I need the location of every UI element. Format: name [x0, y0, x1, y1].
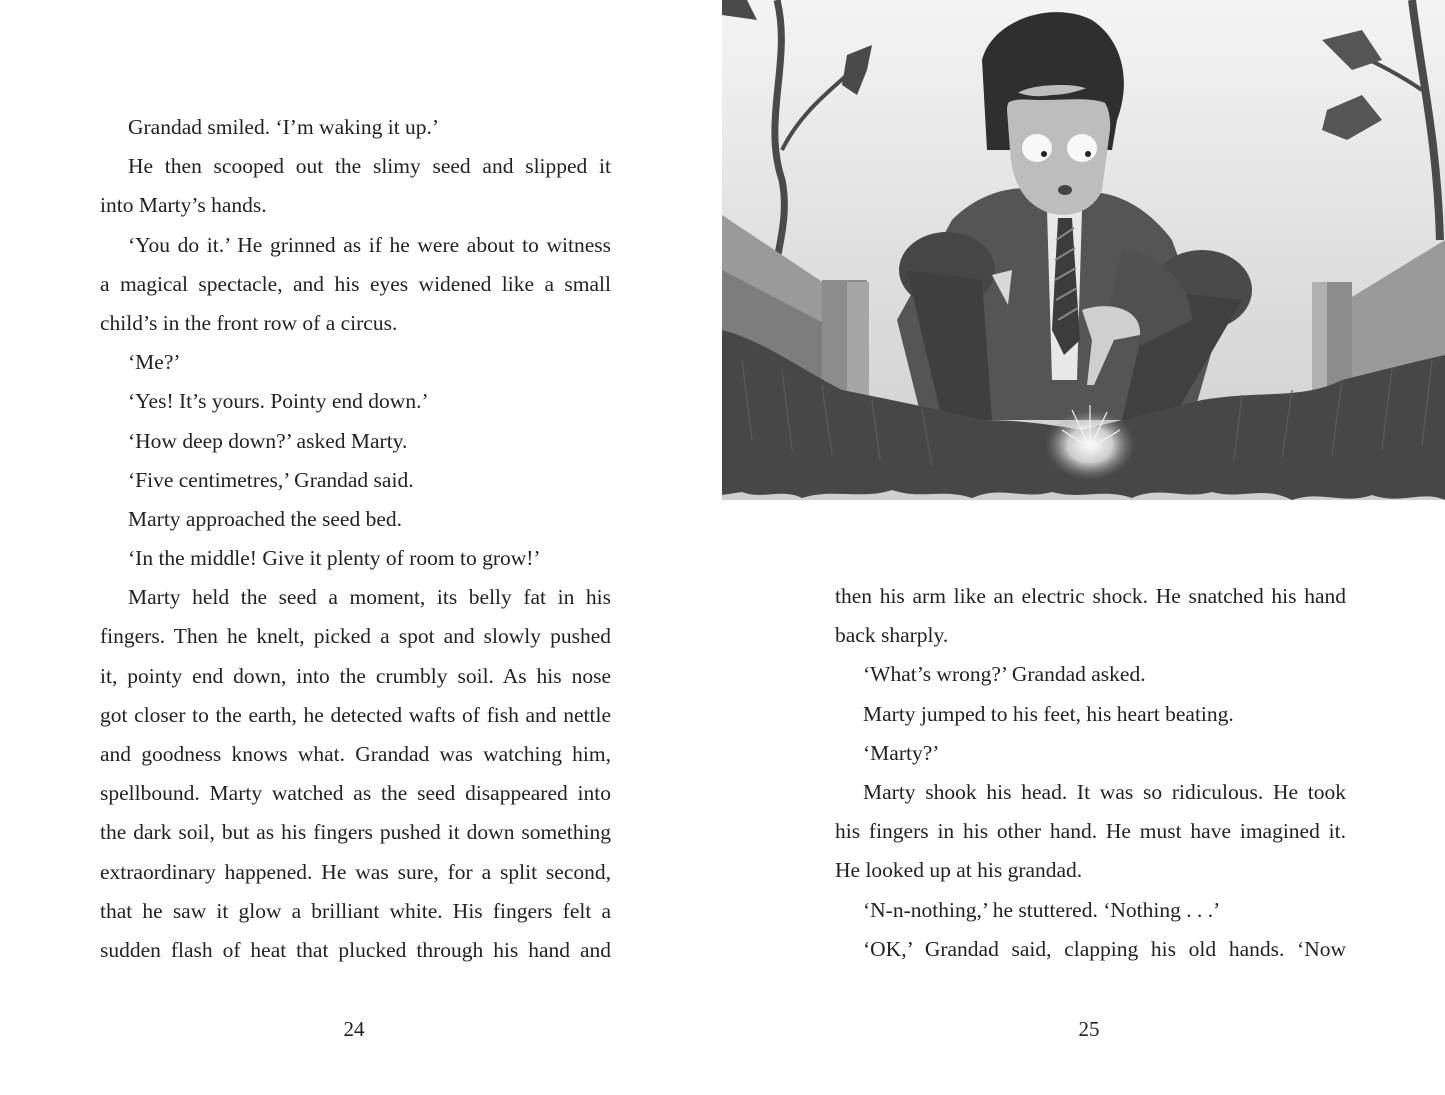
text-line: ‘Marty?’ — [863, 740, 940, 765]
text-line: He looked up at his grandad. — [835, 858, 1083, 883]
text-line: ‘N-n-nothing,’ he stuttered. ‘Nothing . . .’ — [863, 897, 1221, 922]
right-page-text — [835, 577, 1346, 969]
text-line: ‘Yes! It’s yours. Pointy end down.’ — [128, 389, 429, 414]
text-line: Grandad smiled. ‘I’m waking it up.’ — [128, 115, 440, 139]
text-line: Marty jumped to his feet, his heart beating. — [863, 701, 1234, 726]
illustration-boy-planting-seed — [722, 0, 1445, 510]
text-line: and goodness knows what. Grandad was watching him, — [100, 742, 611, 766]
text-line: ‘Five centimetres,’ Grandad said. — [128, 467, 414, 492]
text-line: got closer to the earth, he detected wafts of fish and nettle — [100, 702, 611, 727]
text-line: it, pointy end down, into the crumbly soil. As his nose — [100, 663, 611, 688]
page-number-left: 24 — [343, 1017, 365, 1041]
text-line: ‘In the middle! Give it plenty of room to grow!’ — [128, 546, 541, 571]
text-line: ‘How deep down?’ asked Marty. — [128, 428, 408, 453]
text-line: ‘You do it.’ He grinned as if he were about to witness — [128, 232, 611, 257]
text-line: then his arm like an electric shock. He snatched his hand — [835, 584, 1346, 608]
text-line: extraordinary happened. He was sure, for a split second, — [100, 859, 611, 884]
text-line: Marty approached the seed bed. — [128, 506, 403, 531]
text-line: into Marty’s hands. — [100, 193, 267, 218]
left-page — [0, 0, 722, 1095]
text-line: his fingers in his other hand. He must have imagined it. — [835, 819, 1346, 844]
text-line: sudden flash of heat that plucked through his hand and — [100, 937, 611, 962]
text-line: ‘What’s wrong?’ Grandad asked. — [863, 662, 1146, 687]
text-line: spellbound. Marty watched as the seed disappeared into — [100, 781, 611, 806]
text-line: fingers. Then he knelt, picked a spot and slowly pushed — [100, 624, 611, 649]
text-line: He then scooped out the slimy seed and slipped it — [128, 154, 611, 179]
text-line: ‘Me?’ — [128, 350, 181, 375]
text-line: the dark soil, but as his fingers pushed it down something — [100, 820, 611, 845]
text-line: that he saw it glow a brilliant white. His fingers felt a — [100, 898, 611, 923]
right-page — [722, 0, 1445, 1095]
text-line: a magical spectacle, and his eyes widened like a small — [100, 271, 611, 296]
text-line: ‘OK,’ Grandad said, clapping his old hands. ‘Now — [863, 936, 1346, 961]
text-line: Marty shook his head. It was so ridiculous. He took — [863, 779, 1346, 804]
text-line: back sharply. — [835, 623, 949, 648]
page-number-right: 25 — [1078, 1017, 1100, 1041]
text-line: Marty held the seed a moment, its belly fat in his — [128, 585, 611, 610]
text-line: child’s in the front row of a circus. — [100, 310, 398, 335]
left-page-text — [100, 108, 611, 970]
